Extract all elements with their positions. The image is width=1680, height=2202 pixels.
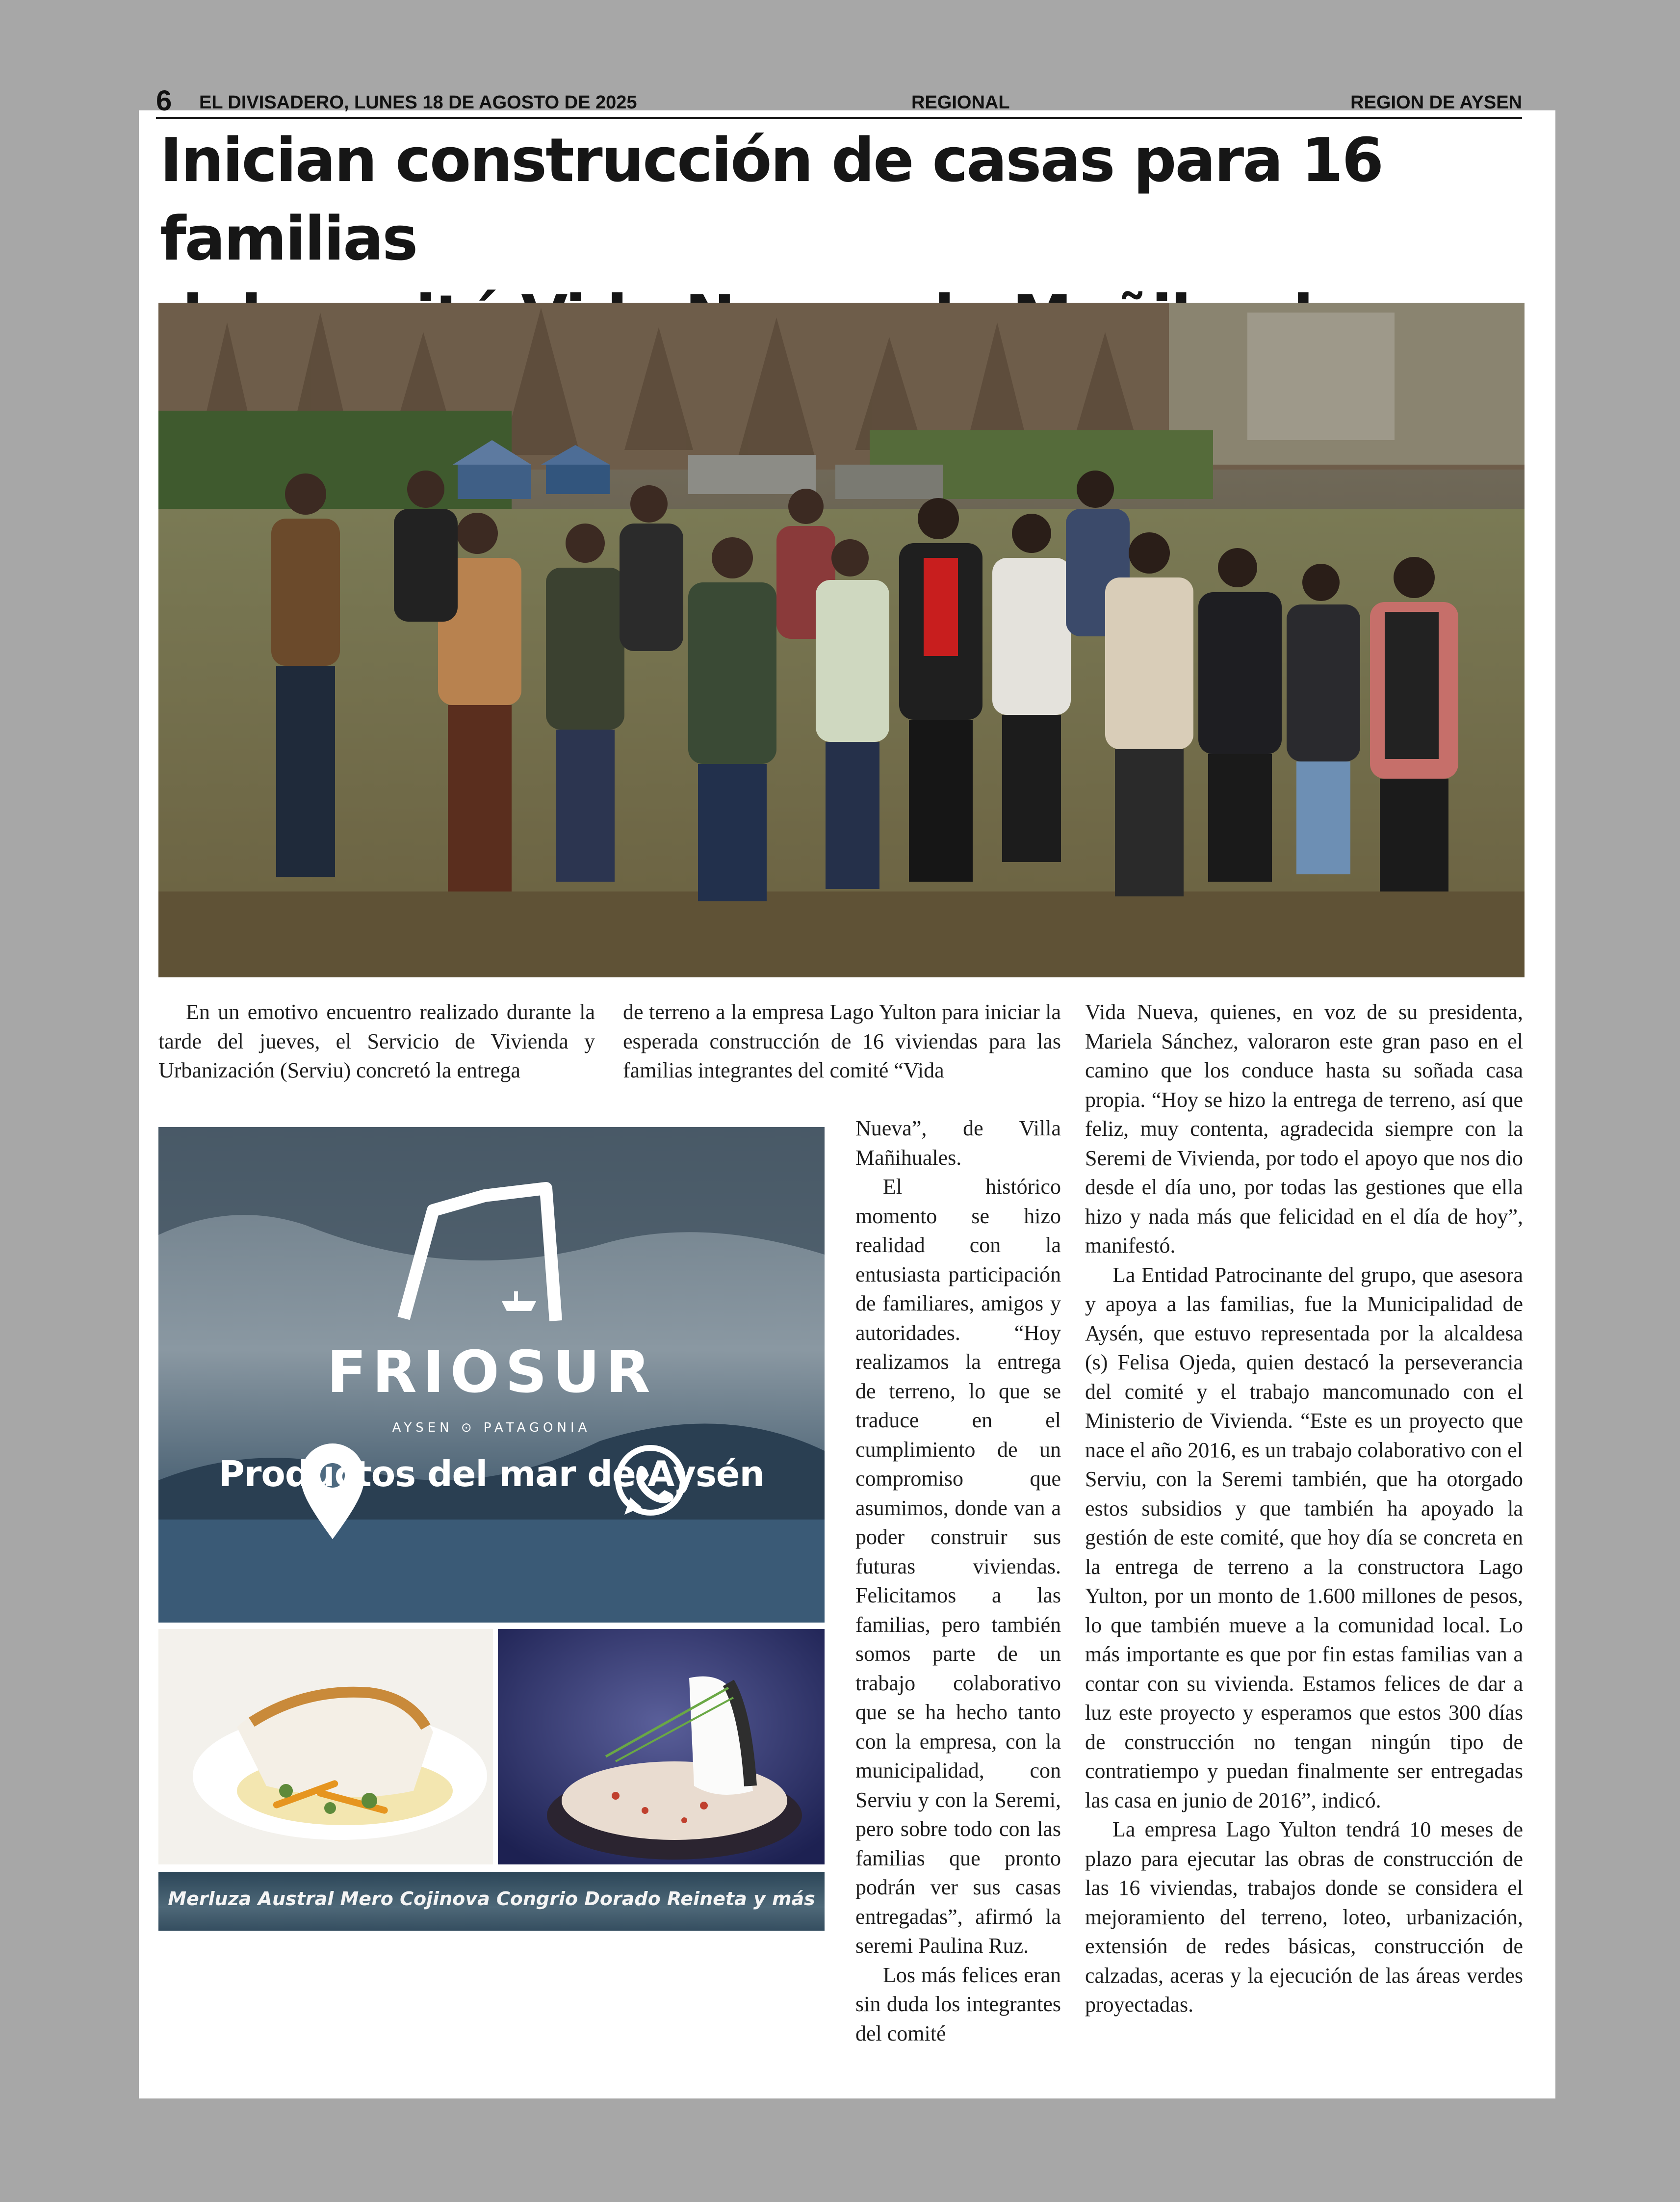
ad-brand: FRIOSUR (327, 1338, 656, 1406)
ad-subtitle-right: PATAGONIA (483, 1420, 591, 1435)
article-column-1 (158, 997, 595, 1085)
ad-tagline: Productos del mar de Aysén (219, 1453, 764, 1494)
article-paragraph-4: La Entidad Patrocinante del grupo, que asesora y apoya a las familias, fue la Municipalidad de Aysén, que estuvo representada por la alcaldesa (s) Felisa Ojeda, quien destacó la perseverancia del comité y el trabajo mancomunado con el Ministerio de Vivienda. “Este es un proyecto que nace el año 2016, es un trabajo colaborativo con el Serviu, con la Seremi también, que ha otorgado estos subsidios y que también ha apoyado la gestión de este comité, que hoy día se concreta en la entrega de terreno a la constructora Lago Yulton, por un monto de 1.600 millones de pesos, lo que también mueve a la comunidad local. Lo más importante es que por fin estas familias van a contar con su vivienda. Estamos felices de dar a luz este proyecto y esperamos que estos 300 días de construcción no tengan ningún tipo de contratiempo y puedan finalmente ser entregadas las casa en junio de 2016”, indicó. (1085, 1262, 1523, 1812)
article-paragraph-2: El histórico momento se hizo realidad con la entusiasta participación de familiares, amigos y autoridades. “Hoy realizamos la entrega de terreno, lo que se traduce en el cumplimiento de un compromiso que asumimos, donde van a poder construir sus futuras viviendas. Felicitamos a las familias, pero también somos parte de un trabajo colaborativo que se ha hecho tanto con la empresa, con la municipalidad, con Serviu y con la Seremi, pero sobre todo con las familias que pronto podrán ver sus casas entregadas”, afirmó la seremi Paulina Ruz. (855, 1175, 1061, 1958)
article-column-2-top (623, 997, 1061, 1085)
page-number: 6 (156, 85, 172, 117)
ad-subtitle-left: AYSEN (392, 1420, 453, 1435)
article-paragraph-3: Los más felices eran sin duda los integrantes del comité (855, 1963, 1061, 2045)
page-header (156, 85, 1522, 117)
group-photo (158, 303, 1525, 977)
article-column-2 (855, 1114, 1061, 2048)
article-paragraph-5: La empresa Lago Yulton tendrá 10 meses de plazo para ejecutar las obras de construcción de las 16 viviendas, trabajos donde se considera el mejoramiento del terreno, loteo, urbanización, extensión de redes básicas, construcción de calzadas, aceras y la ejecución de las áreas verdes proyectadas. (1085, 1817, 1523, 2017)
food-photo-merluza (158, 1629, 493, 1864)
food-photo-mero (498, 1629, 825, 1864)
region-label: REGION DE AYSEN (1350, 92, 1522, 113)
article-column-3 (1085, 997, 1523, 2019)
ad-product-list: Merluza Austral Mero Cojinova Congrio Dorado Reineta y más (168, 1888, 815, 1910)
article-paragraph-1: En un emotivo encuentro realizado durante la tarde del jueves, el Servicio de Vivienda y Urbanización (Serviu) concretó la entrega (158, 1000, 595, 1082)
header-rule (156, 117, 1522, 119)
headline-line-1: Inician construcción de casas para 16 familias (160, 126, 1383, 274)
article-paragraph-1-end: Nueva”, de Villa Mañihuales. (855, 1116, 1061, 1170)
ad-subtitle (158, 1420, 825, 1435)
compass-icon: ⊙ (461, 1420, 484, 1435)
section-label: REGIONAL (911, 92, 1010, 113)
friosur-advertisement (158, 1127, 825, 1623)
article-paragraph-3-cont: Vida Nueva, quienes, en voz de su presidenta, Mariela Sánchez, valoraron este gran paso en el camino que los conduce hasta su soñada casa propia. “Hoy se hizo la entrega de terreno, así que feliz, muy contenta, agradecida siempre con la Seremi de Vivienda, por todo el apoyo que nos dio desde el día uno, por todas las gestiones que ella hizo y nada más que felicidad en el día de hoy”, manifestó. (1085, 1000, 1523, 1258)
ad-product-banner (158, 1872, 825, 1931)
article-paragraph-1-cont: de terreno a la empresa Lago Yulton para iniciar la esperada construcción de 16 viviendas para las familias integrantes del comité “Vida (623, 1000, 1061, 1082)
publication-date: EL DIVISADERO, LUNES 18 DE AGOSTO DE 2025 (199, 92, 637, 113)
